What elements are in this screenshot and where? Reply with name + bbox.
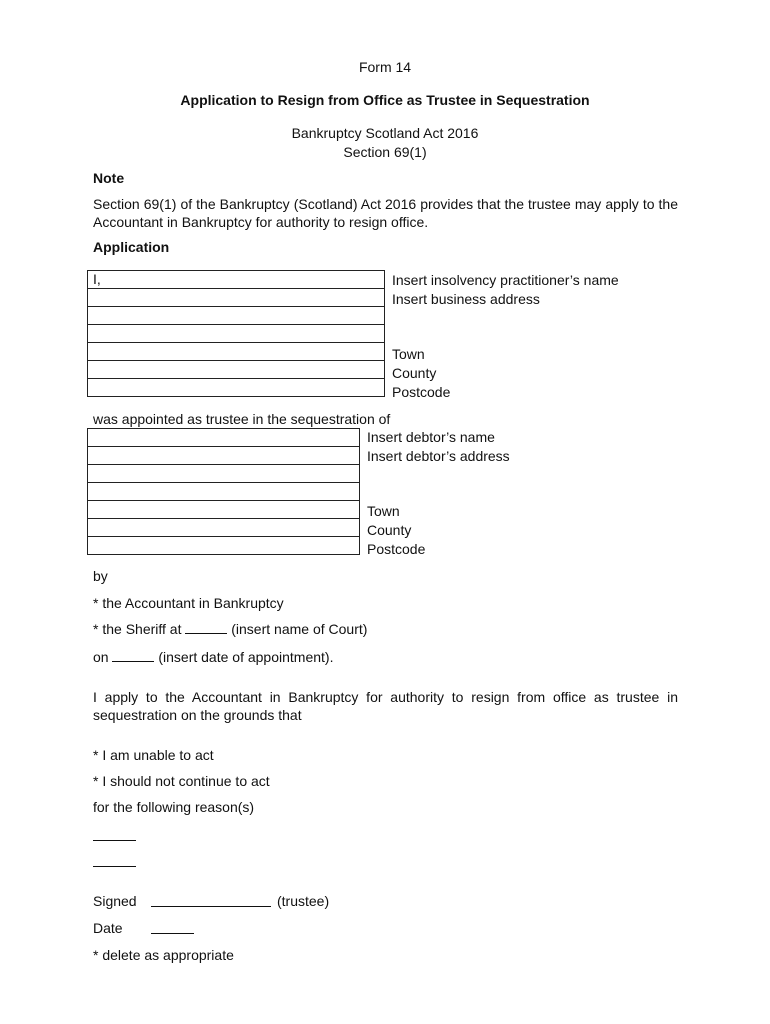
- appointment-date-line: [93, 648, 333, 666]
- debtor-postcode-field[interactable]: [88, 537, 360, 555]
- form-number: Form 14: [358, 59, 412, 75]
- option-accountant: * the Accountant in Bankruptcy: [93, 595, 284, 611]
- note-heading: Note: [93, 170, 125, 186]
- debtor-name-field[interactable]: [88, 429, 360, 447]
- practitioner-address-label: Insert business address: [392, 291, 540, 307]
- debtor-address-line-2[interactable]: [88, 465, 360, 483]
- practitioner-postcode-field[interactable]: [88, 379, 385, 397]
- practitioner-county-field[interactable]: [88, 361, 385, 379]
- reasons-label: for the following reason(s): [93, 799, 255, 815]
- by-label: by: [93, 568, 108, 584]
- practitioner-name-label: Insert insolvency practitioner’s name: [392, 272, 619, 288]
- date-blank[interactable]: [151, 933, 194, 934]
- signed-label: Signed: [93, 893, 137, 909]
- practitioner-box: [87, 270, 385, 397]
- practitioner-address-line-3[interactable]: [88, 325, 385, 343]
- practitioner-address-line-1[interactable]: [88, 289, 385, 307]
- reason-line-1[interactable]: [93, 840, 136, 841]
- note-text: Section 69(1) of the Bankruptcy (Scotland) Act 2016 provides that the trustee may apply to the Accountant in Bankruptcy for authority to resign office.: [93, 196, 678, 231]
- practitioner-postcode-label: Postcode: [392, 384, 451, 400]
- practitioner-county-label: County: [392, 365, 437, 381]
- act-section: Section 69(1): [343, 144, 427, 160]
- practitioner-town-label: Town: [392, 346, 425, 362]
- ground-unable: * I am unable to act: [93, 747, 214, 763]
- option-sheriff: [93, 620, 367, 638]
- practitioner-name-field[interactable]: I,: [88, 271, 385, 289]
- sheriff-prefix: * the Sheriff at: [93, 621, 182, 637]
- debtor-postcode-label: Postcode: [367, 541, 426, 557]
- reason-line-2[interactable]: [93, 866, 136, 867]
- debtor-county-label: County: [367, 522, 412, 538]
- ground-should-not: * I should not continue to act: [93, 773, 270, 789]
- debtor-address-label: Insert debtor’s address: [367, 448, 510, 464]
- signature-line[interactable]: [151, 906, 271, 907]
- act-name: Bankruptcy Scotland Act 2016: [291, 125, 479, 141]
- application-heading: Application: [93, 239, 170, 255]
- debtor-address-line-3[interactable]: [88, 483, 360, 501]
- page-title: Application to Resign from Office as Trustee in Sequestration: [180, 92, 590, 108]
- delete-note: * delete as appropriate: [93, 947, 234, 963]
- debtor-county-field[interactable]: [88, 519, 360, 537]
- debtor-town-field[interactable]: [88, 501, 360, 519]
- debtor-box: [87, 428, 360, 555]
- on-prefix: on: [93, 649, 109, 665]
- debtor-name-label: Insert debtor’s name: [367, 429, 495, 445]
- sheriff-court-blank[interactable]: [185, 622, 227, 634]
- signed-suffix: (trustee): [277, 893, 330, 909]
- appointed-text: was appointed as trustee in the sequestration of: [93, 411, 391, 427]
- apply-text: I apply to the Accountant in Bankruptcy for authority to resign from office as trustee in sequestration on the grounds that: [93, 689, 678, 724]
- debtor-town-label: Town: [367, 503, 400, 519]
- practitioner-town-field[interactable]: [88, 343, 385, 361]
- on-suffix: (insert date of appointment).: [158, 649, 334, 665]
- sheriff-suffix: (insert name of Court): [231, 621, 368, 637]
- appointment-date-blank[interactable]: [112, 650, 154, 662]
- practitioner-address-line-2[interactable]: [88, 307, 385, 325]
- debtor-address-line-1[interactable]: [88, 447, 360, 465]
- date-label: Date: [93, 920, 123, 936]
